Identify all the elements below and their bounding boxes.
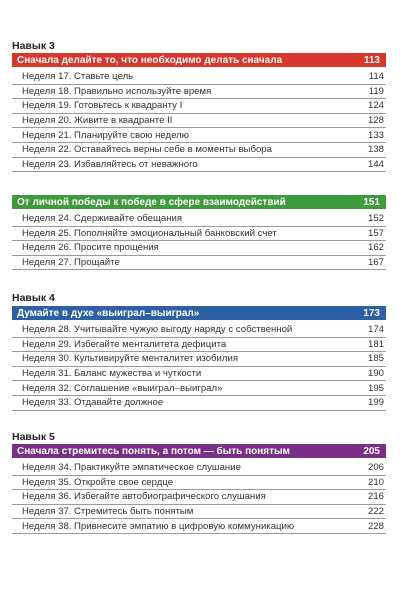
section-page-number: 205 — [363, 445, 380, 457]
week-label: Неделя 26. — [22, 242, 72, 254]
week-label: Неделя 32. — [22, 382, 72, 394]
entry-title: Соглашение «выиграл–выиграл» — [74, 382, 223, 394]
entry-title: Откройте свое сердце — [74, 476, 174, 488]
toc-entry — [12, 338, 386, 353]
entry-page-number: 216 — [367, 491, 384, 503]
entry-page-number: 144 — [367, 158, 384, 170]
entry-title: Просите прощения — [74, 242, 159, 254]
entry-page-number: 210 — [367, 476, 384, 488]
entry-title: Отдавайте должное — [74, 397, 164, 409]
section-title: Сначала стремитесь понять, а потом — быть понятым — [17, 445, 290, 457]
entry-title: Баланс мужества и чуткости — [74, 368, 202, 380]
entry-page-number: 167 — [367, 257, 384, 269]
section-bar — [12, 53, 386, 67]
week-label: Неделя 27. — [22, 257, 72, 269]
entry-title: Прощайте — [74, 257, 120, 269]
entry-title: Живите в квадранте II — [74, 115, 173, 127]
week-label: Неделя 33. — [22, 397, 72, 409]
entry-page-number: 133 — [367, 129, 384, 141]
entry-title: Ставьте цель — [74, 71, 134, 83]
entry-title: Избегайте автобиографического слушания — [74, 491, 266, 503]
week-label: Неделя 29. — [22, 338, 72, 350]
entry-page-number: 185 — [367, 353, 384, 365]
toc-entry — [12, 241, 386, 256]
toc-entry — [12, 367, 386, 382]
skill-heading: Навык 3 — [12, 40, 55, 52]
entry-page-number: 222 — [367, 506, 384, 518]
entry-page-number: 190 — [367, 368, 384, 380]
entry-page-number: 228 — [367, 520, 384, 532]
entry-title: Учитывайте чужую выгоду наряду с собственной — [74, 324, 293, 336]
entry-title: Избегайте менталитета дефицита — [74, 338, 227, 350]
entry-title: Планируйте свою неделю — [74, 129, 189, 141]
section-bar — [12, 195, 386, 209]
section-bar — [12, 306, 386, 320]
skill-heading: Навык 5 — [12, 431, 55, 443]
toc-entry — [12, 99, 386, 114]
section-page-number: 151 — [363, 196, 380, 208]
entry-title: Пополняйте эмоциональный банковский счет — [74, 227, 277, 239]
week-label: Неделя 28. — [22, 324, 72, 336]
entry-title: Правильно используйте время — [74, 85, 212, 97]
entry-title: Сдерживайте обещания — [74, 213, 183, 225]
week-label: Неделя 22. — [22, 144, 72, 156]
entry-title: Оставайтесь верны себе в моменты выбора — [74, 144, 272, 156]
toc-entry — [12, 505, 386, 520]
skill-heading: Навык 4 — [12, 292, 55, 304]
week-label: Неделя 17. — [22, 71, 72, 83]
week-label: Неделя 18. — [22, 85, 72, 97]
entry-page-number: 157 — [367, 227, 384, 239]
entry-title: Практикуйте эмпатическое слушание — [74, 462, 241, 474]
week-label: Неделя 21. — [22, 129, 72, 141]
week-label: Неделя 24. — [22, 213, 72, 225]
section-page-number: 173 — [363, 307, 380, 319]
entry-page-number: 128 — [367, 115, 384, 127]
week-label: Неделя 36. — [22, 491, 72, 503]
toc-entry — [12, 114, 386, 129]
toc-entry — [12, 70, 386, 85]
week-label: Неделя 19. — [22, 100, 72, 112]
toc-entry — [12, 490, 386, 505]
section-page-number: 113 — [363, 54, 380, 66]
entry-title: Избавляйтесь от неважного — [74, 158, 198, 170]
toc-entries — [12, 212, 386, 270]
week-label: Неделя 31. — [22, 368, 72, 380]
section-title: Думайте в духе «выиграл–выиграл» — [17, 307, 200, 319]
toc-entry — [12, 476, 386, 491]
entry-title: Готовьтесь к квадранту I — [74, 100, 183, 112]
entry-page-number: 206 — [367, 462, 384, 474]
week-label: Неделя 37. — [22, 506, 72, 518]
toc-entry — [12, 381, 386, 396]
entry-page-number: 199 — [367, 397, 384, 409]
entry-page-number: 174 — [367, 324, 384, 336]
entry-page-number: 138 — [367, 144, 384, 156]
toc-entry — [12, 128, 386, 143]
week-label: Неделя 34. — [22, 462, 72, 474]
toc-entry — [12, 85, 386, 100]
toc-entry — [12, 352, 386, 367]
section-title: От личной победы к победе в сфере взаимодействий — [17, 196, 286, 208]
entry-page-number: 195 — [367, 382, 384, 394]
week-label: Неделя 23. — [22, 158, 72, 170]
section-title: Сначала делайте то, что необходимо делать сначала — [17, 54, 283, 66]
toc-entry — [12, 158, 386, 173]
entry-page-number: 119 — [368, 85, 384, 97]
section-bar — [12, 444, 386, 458]
toc-entry — [12, 143, 386, 158]
entry-page-number: 181 — [367, 338, 384, 350]
week-label: Неделя 25. — [22, 227, 72, 239]
toc-entry — [12, 227, 386, 242]
toc-entry — [12, 396, 386, 411]
entry-page-number: 152 — [367, 213, 384, 225]
week-label: Неделя 30. — [22, 353, 72, 365]
entry-page-number: 124 — [367, 100, 384, 112]
week-label: Неделя 20. — [22, 115, 72, 127]
toc-entry — [12, 256, 386, 271]
toc-entry — [12, 323, 386, 338]
toc-entry — [12, 461, 386, 476]
entry-title: Привнесите эмпатию в цифровую коммуникацию — [74, 520, 295, 532]
toc-entries — [12, 461, 386, 534]
week-label: Неделя 38. — [22, 520, 72, 532]
toc-entry — [12, 212, 386, 227]
entry-title: Стремитесь быть понятым — [74, 506, 194, 518]
entry-page-number: 162 — [367, 242, 384, 254]
entry-page-number: 114 — [368, 71, 384, 83]
entry-title: Культивируйте менталитет изобилия — [74, 353, 239, 365]
toc-entries — [12, 70, 386, 172]
toc-entries — [12, 323, 386, 411]
toc-entry — [12, 519, 386, 534]
week-label: Неделя 35. — [22, 476, 72, 488]
